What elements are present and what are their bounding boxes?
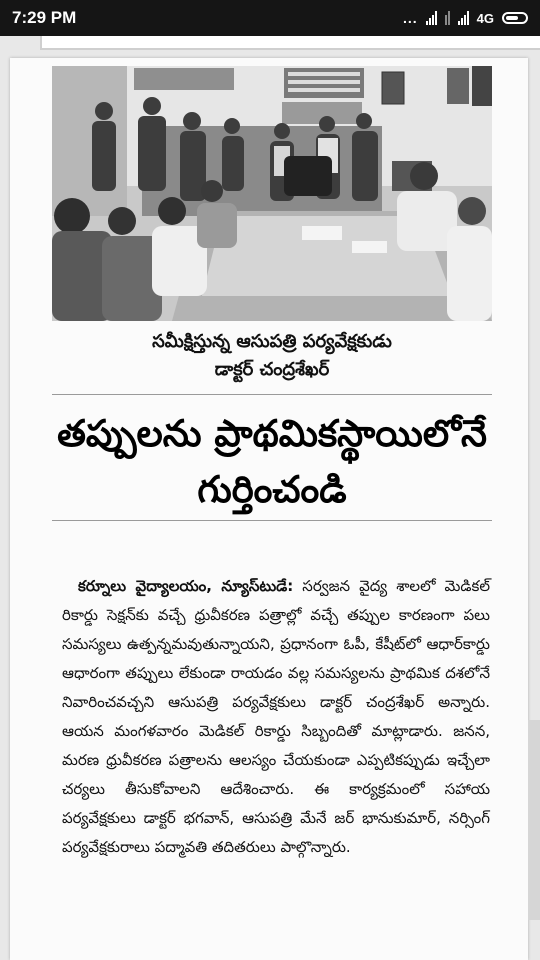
article-dateline: కర్నూలు వైద్యాలయం, న్యూస్‌టుడే: xyxy=(78,577,294,595)
caption-line-1: సమీక్షిస్తున్న ఆసుపత్రి పర్యవేక్షకుడు xyxy=(152,331,392,352)
headline-line-2: గుర్తించండి xyxy=(197,468,347,511)
signal-strength-2-icon xyxy=(458,11,469,25)
next-clipping-edge xyxy=(528,720,540,920)
signal-strength-icon xyxy=(426,11,437,25)
newspaper-clipping[interactable] xyxy=(10,58,528,960)
status-bar xyxy=(0,0,540,36)
news-photo xyxy=(52,66,492,321)
photo-caption xyxy=(52,328,492,384)
caption-line-2: డాక్టర్ చంద్రశేఖర్ xyxy=(214,359,330,380)
status-time: 7:29 PM xyxy=(12,8,77,27)
caption-divider xyxy=(52,394,492,395)
network-type-label: 4G xyxy=(476,10,494,26)
battery-icon xyxy=(502,12,528,24)
headline-divider xyxy=(52,520,492,521)
status-icons xyxy=(403,10,528,26)
data-arrows-icon xyxy=(445,11,450,25)
news-photo-drawing xyxy=(52,66,492,321)
headline-line-1: తప్పులను ప్రాథమికస్థాయిలోనే xyxy=(57,412,487,455)
article-body xyxy=(62,572,490,862)
article-body-text: సర్వజన వైద్య శాలలో మెడికల్ రికార్డు సెక్షన్‌కు వచ్చే ధ్రువీకరణ పత్రాల్లో వచ్చే తప్పుల కారణంగా పలు సమస్యలు ఉత్పన్నమవుతున్నాయని, ప్రధానంగా ఓపీ, కేషీట్‌లో ఆధార్‌కార్డు ఆధారంగా తప్పులు లేకుండా రాయడం వల్ల సమస్యలను ప్రాథమిక దశలోనే నివారించవచ్చని ఆసుపత్రి పర్యవేక్షకులు డాక్టర్ చంద్రశేఖర్ అన్నారు. ఆయన మంగళవారం మెడికల్ రికార్డు సిబ్బందితో మాట్లాడారు. జనన, మరణ ధ్రువీకరణ పత్రాలను ఆలస్యం చేయకుండా ఎప్పటికప్పుడు ఇచ్చేలా చర్యలు తీసుకోవాలని ఆదేశించారు. ఈ కార్యక్రమంలో సహాయ పర్యవేక్షకులు డాక్టర్ భగవాన్, ఆసుపత్రి మేనే జర్ భానుకుమార్, నర్సింగ్ పర్యవేక్షకురాలు పద్మావతి తదితరులు పాల్గొన్నారు. xyxy=(62,577,490,856)
previous-clipping-edge xyxy=(40,36,540,50)
notification-dots-icon: ... xyxy=(402,10,418,26)
article-headline xyxy=(52,406,492,518)
